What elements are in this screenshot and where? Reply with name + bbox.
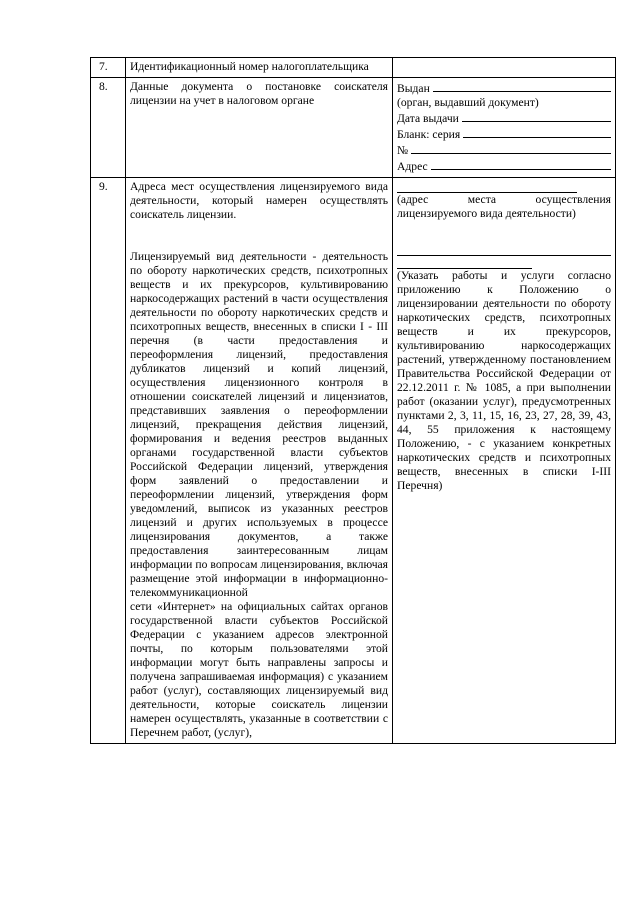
activity-address-label: Адреса мест осуществления лицензируемого вида деятельности, который намерен осуществлять соискатель лицензии.: [130, 180, 388, 221]
document-number-field[interactable]: [397, 142, 611, 158]
address-field[interactable]: [397, 158, 611, 174]
works-line-2[interactable]: [397, 256, 532, 269]
row-number: 7.: [91, 58, 126, 78]
activity-address-hint: (адрес места осуществления лицензируемого вида деятельности): [397, 193, 611, 220]
activity-description-text-continued: сети «Интернет» на официальных сайтах органов государственной власти субъектов Российской Федерации с указанием адресов электронной почты, по которым пользователями этой информации могут быть направлены запросы и получена запрашиваемая информация) с указанием работ (услуг), составляющих лицензируемый вид деятельности, которые соискатель лицензии намерен осуществлять, указанные в соответствии с Перечнем работ, (услуг),: [130, 600, 388, 739]
table-row: [91, 78, 616, 178]
address-label: Адрес: [397, 160, 428, 173]
table-row: [91, 58, 616, 78]
row-label: [126, 178, 393, 744]
document-number-line: [411, 142, 611, 154]
activity-description-text: Лицензируемый вид деятельности - деятельность по обороту наркотических средств, психотропных веществ и их прекурсоров, культивированию наркосодержащих растений в части осуществления деятельности по обороту наркотических средств и психотропных веществ, внесенных в списки I - III перечня (в части предоставления и переоформления лицензий, предоставления дубликатов лицензий и копий лицензий, осуществления лицензионного контроля в отношении соискателей лицензий и лицензиатов, представивших заявления о переоформлении лицензий, прекращения действия лицензий, формирования и ведения реестров выданных органами государственной власти субъектов Российской Федерации лицензий, утверждения форм заявлений о предоставлении и переоформлении лицензий, утверждения форм уведомлений, выписок из указанных реестров лицензий и других используемых в процессе лицензирования документов, а также предоставления заинтересованным лицам информации по вопросам лицензирования, включая размещение этой информации в информационно-телекоммуникационной: [130, 250, 388, 599]
issued-by-label: Выдан: [397, 82, 430, 95]
issued-by-hint: (орган, выдавший документ): [397, 96, 539, 109]
taxpayer-id-value-cell[interactable]: [393, 58, 616, 78]
works-line-1[interactable]: [397, 243, 611, 256]
application-form-table: [90, 57, 616, 744]
activity-address-line[interactable]: [397, 180, 577, 193]
issue-date-line: [462, 110, 611, 122]
blank-series-label: Бланк: серия: [397, 128, 461, 141]
blank-series-line: [463, 126, 611, 138]
table-row: [91, 178, 616, 744]
tax-registration-label: Данные документа о постановке соискателя лицензии на учет в налоговом органе: [130, 80, 388, 107]
row-label: [126, 58, 393, 78]
taxpayer-id-label: Идентификационный номер налогоплательщика: [130, 60, 369, 73]
document-number-label: №: [397, 144, 409, 157]
tax-registration-fields: [393, 78, 616, 178]
works-hint: (Указать работы и услуги согласно приложению к Положению о лицензировании деятельности по обороту наркотических средств, психотропных веществ и их прекурсоров, культивированию наркосодержащих растений, утвержденному постановлением Правительства Российской Федерации от 22.12.2011 г. № 1085, а при выполнении работ (оказании услуг), предусмотренных пунктами 2, 3, 11, 15, 16, 23, 27, 28, 39, 43, 44, 55 приложения к настоящему Положению, - с указанием конкретных наркотических средств и психотропных веществ, внесенных в списки I-III Перечня): [397, 269, 611, 492]
row-label: [126, 78, 393, 178]
issue-date-label: Дата выдачи: [397, 112, 459, 125]
activity-fields: [393, 178, 616, 744]
issued-by-line: [433, 80, 611, 92]
row-number: 8.: [91, 78, 126, 178]
row-number: 9.: [91, 178, 126, 744]
blank-series-field[interactable]: [397, 126, 611, 142]
issue-date-field[interactable]: [397, 110, 611, 126]
issued-by-field[interactable]: [397, 80, 611, 96]
address-line: [431, 158, 611, 170]
